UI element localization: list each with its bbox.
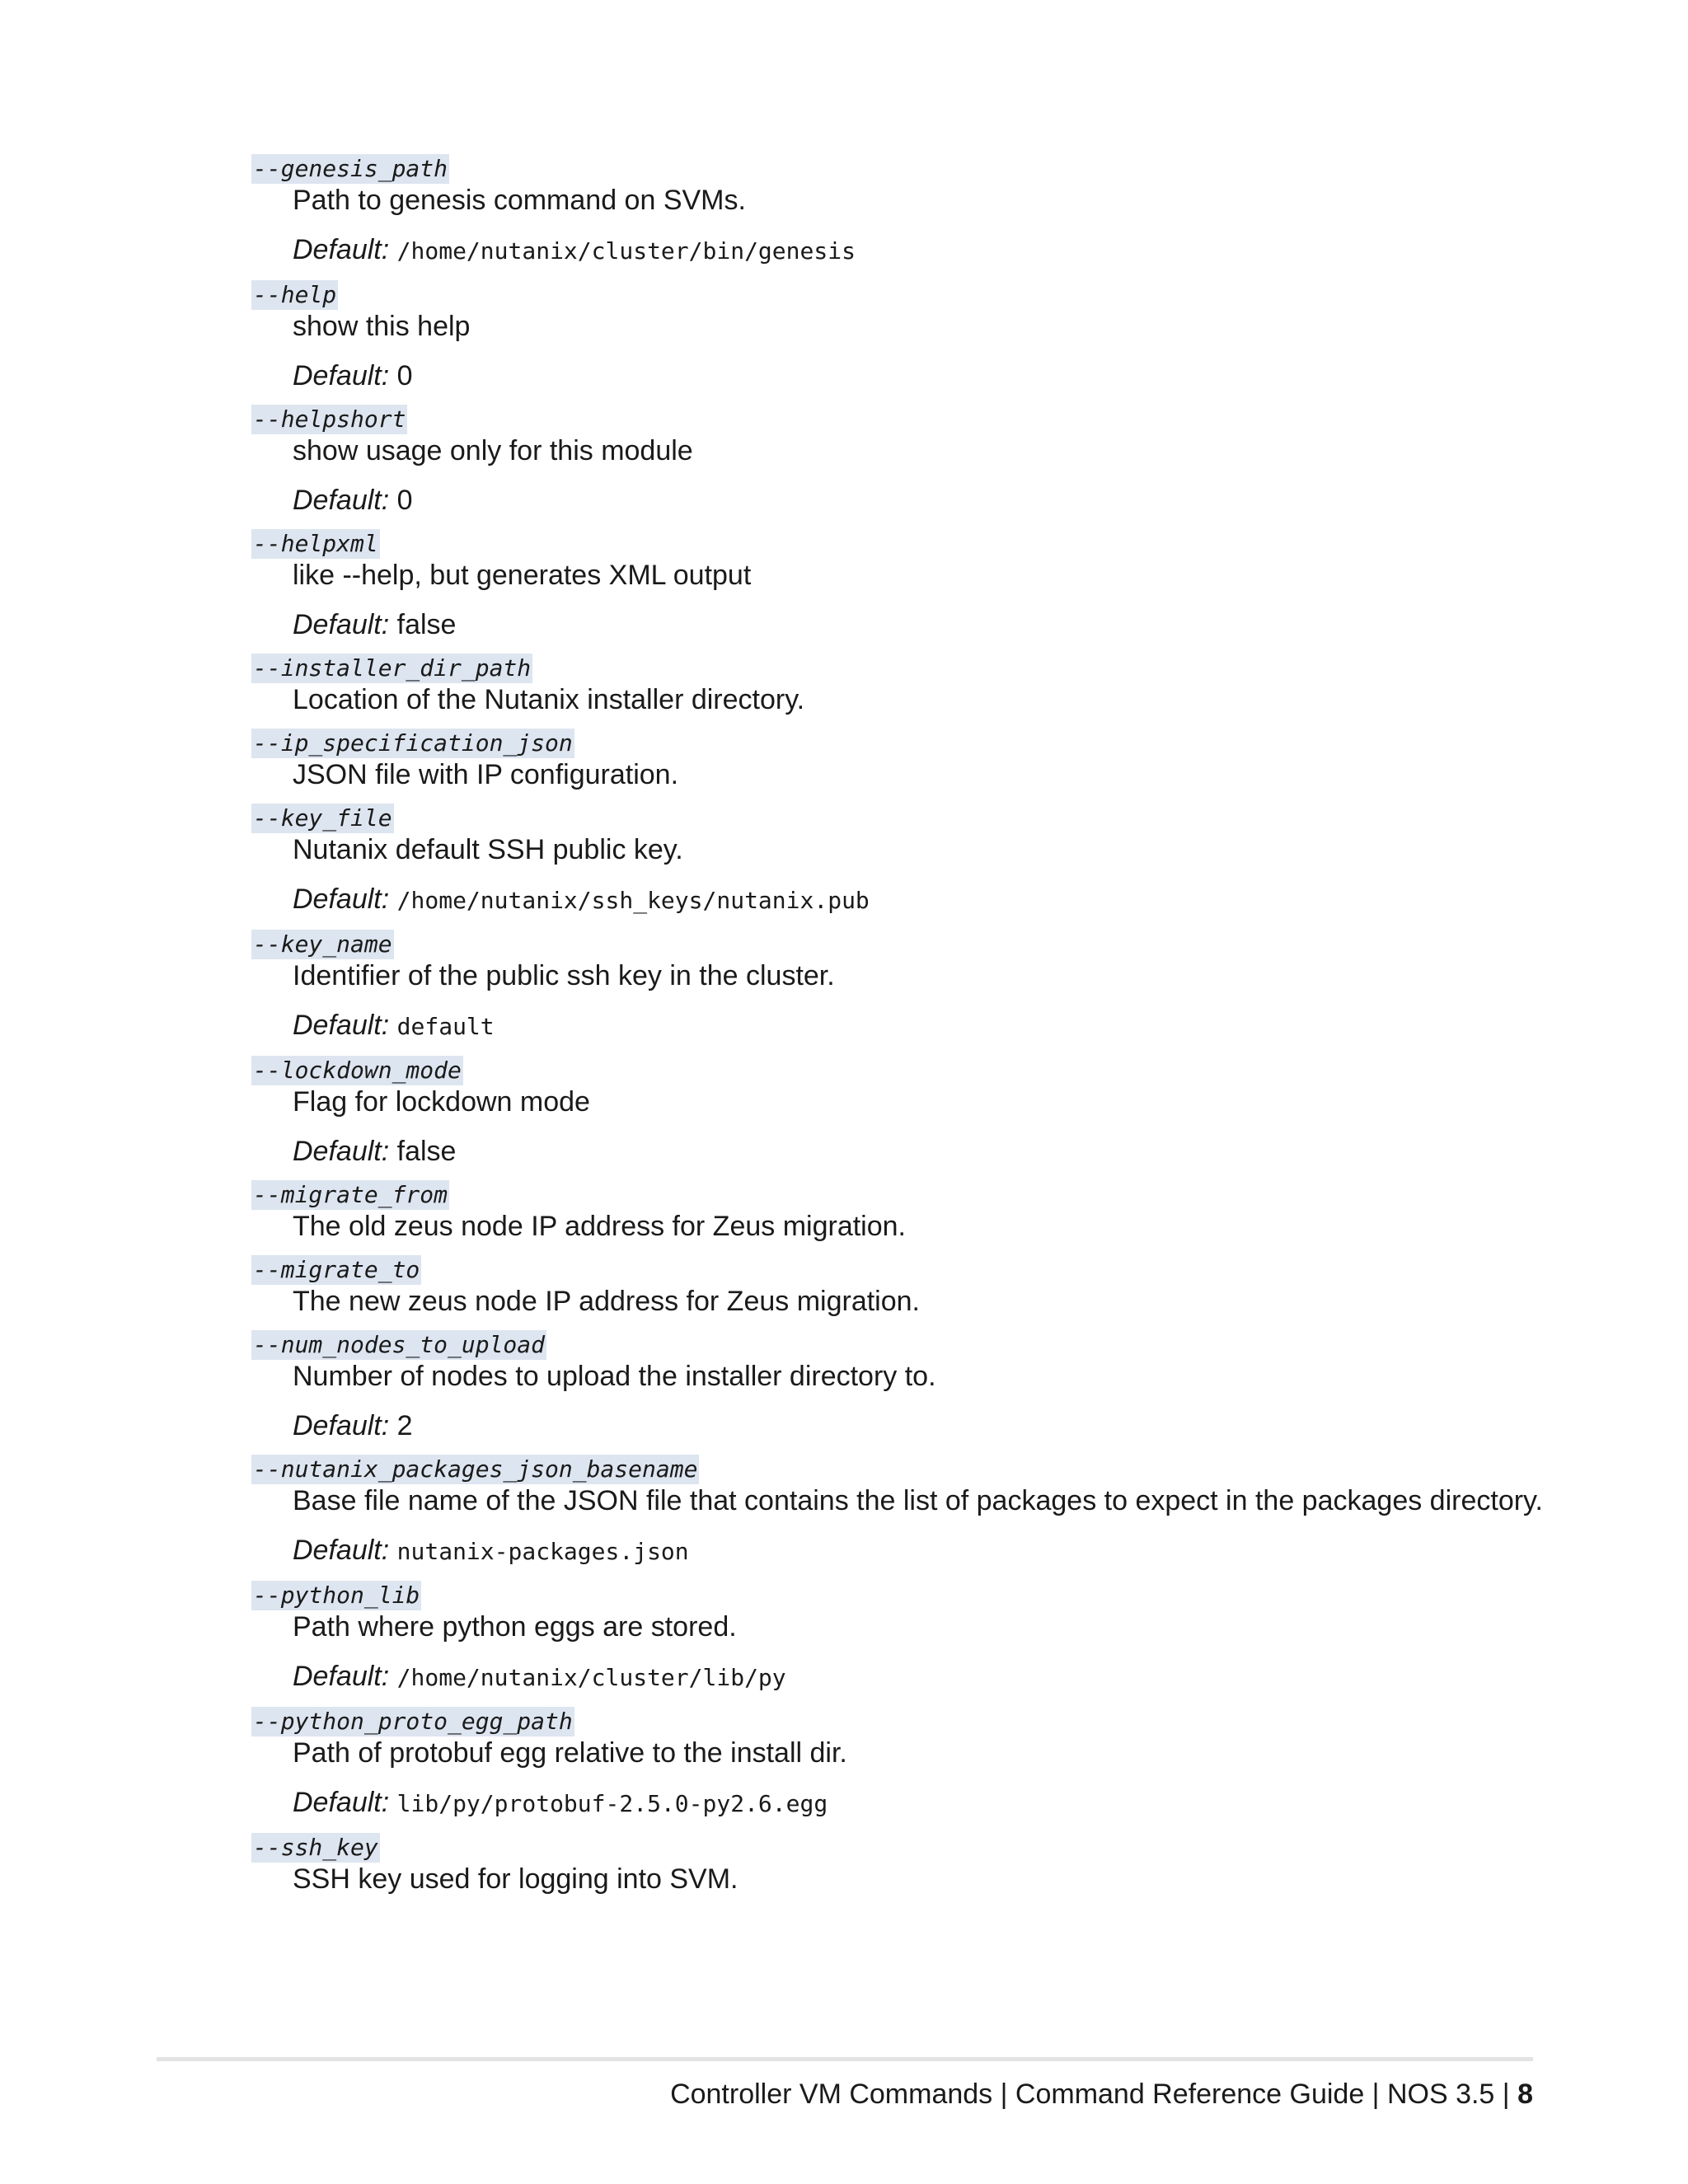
default-value: nutanix-packages.json [396,1538,689,1565]
default-label: Default: [293,1410,390,1441]
option-entry [251,1180,1570,1243]
default-label: Default: [293,360,390,391]
option-default [293,608,1570,641]
default-label: Default: [293,883,390,915]
option-default [293,1009,1570,1043]
option-entry [251,1581,1570,1694]
default-label: Default: [293,1787,390,1818]
option-description: The old zeus node IP address for Zeus migration. [293,1211,906,1242]
option-flag: --ssh_key [253,1834,378,1861]
option-flag: --python_proto_egg_path [253,1708,573,1735]
option-entry [251,654,1570,716]
option-default [293,883,1570,917]
option-entry [251,930,1570,1043]
option-entry [251,529,1570,641]
option-description: Path where python eggs are stored. [293,1611,737,1643]
option-description: like --help, but generates XML output [293,560,752,591]
option-description: Path to genesis command on SVMs. [293,185,746,216]
option-description: show usage only for this module [293,435,693,466]
option-description: SSH key used for logging into SVM. [293,1863,738,1895]
option-default [293,1135,1570,1168]
option-default [293,484,1570,517]
default-value: false [396,1136,457,1167]
option-flag: --key_name [253,930,392,958]
option-entry [251,1330,1570,1442]
option-entry [251,1833,1570,1896]
default-label: Default: [293,1535,390,1566]
option-entry [251,1056,1570,1168]
option-default [293,359,1570,392]
option-description: Flag for lockdown mode [293,1086,590,1118]
option-entry [251,154,1570,268]
default-label: Default: [293,1010,390,1041]
default-label: Default: [293,609,390,640]
option-description: show this help [293,311,471,342]
option-flag: --installer_dir_path [253,654,532,682]
option-flag: --genesis_path [253,155,448,182]
option-description: JSON file with IP configuration. [293,759,679,790]
option-default [293,1409,1570,1442]
option-default [293,233,1570,268]
footer-divider [157,2057,1533,2061]
option-entry [251,405,1570,517]
option-entry [251,804,1570,917]
option-description: The new zeus node IP address for Zeus migration. [293,1286,920,1317]
option-flag: --nutanix_packages_json_basename [253,1455,698,1483]
default-value: false [396,609,457,640]
document-body [251,154,1570,1908]
default-value: /home/nutanix/ssh_keys/nutanix.pub [396,887,870,914]
option-entry [251,280,1570,392]
option-entry [251,1455,1570,1568]
option-description: Number of nodes to upload the installer directory to. [293,1361,936,1392]
option-default [293,1534,1570,1568]
option-flag: --migrate_to [253,1256,420,1283]
option-flag: --helpshort [253,405,406,433]
option-flag: --python_lib [253,1582,420,1609]
default-label: Default: [293,1136,390,1167]
option-flag: --key_file [253,804,392,832]
option-entry [251,729,1570,791]
option-default [293,1786,1570,1821]
default-value: default [396,1013,495,1040]
default-value: lib/py/protobuf-2.5.0-py2.6.egg [396,1790,828,1817]
option-description: Path of protobuf egg relative to the install dir. [293,1737,847,1769]
default-value: 2 [396,1410,413,1441]
default-value: /home/nutanix/cluster/lib/py [396,1664,786,1691]
page-number: 8 [1517,2079,1533,2110]
default-value: 0 [396,485,413,516]
footer-text: Controller VM Commands | Command Reference Guide | NOS 3.5 | [670,2079,1518,2110]
option-description: Identifier of the public ssh key in the cluster. [293,960,835,991]
default-label: Default: [293,1661,390,1692]
option-entry [251,1707,1570,1821]
option-description: Location of the Nutanix installer directory. [293,684,805,715]
option-flag: --num_nodes_to_upload [253,1331,546,1358]
option-flag: --migrate_from [253,1181,448,1208]
default-label: Default: [293,485,390,516]
option-entry [251,1255,1570,1318]
option-flag: --helpxml [253,530,378,557]
option-description: Base file name of the JSON file that contains the list of packages to expect in the packages directory. [293,1485,1543,1516]
default-value: 0 [396,360,413,391]
option-flag: --help [253,281,337,308]
option-flag: --ip_specification_json [253,729,573,757]
option-description: Nutanix default SSH public key. [293,834,683,865]
option-default [293,1660,1570,1694]
default-value: /home/nutanix/cluster/bin/genesis [396,237,856,265]
default-label: Default: [293,234,390,265]
option-flag: --lockdown_mode [253,1057,462,1084]
page-footer [670,2077,1533,2111]
